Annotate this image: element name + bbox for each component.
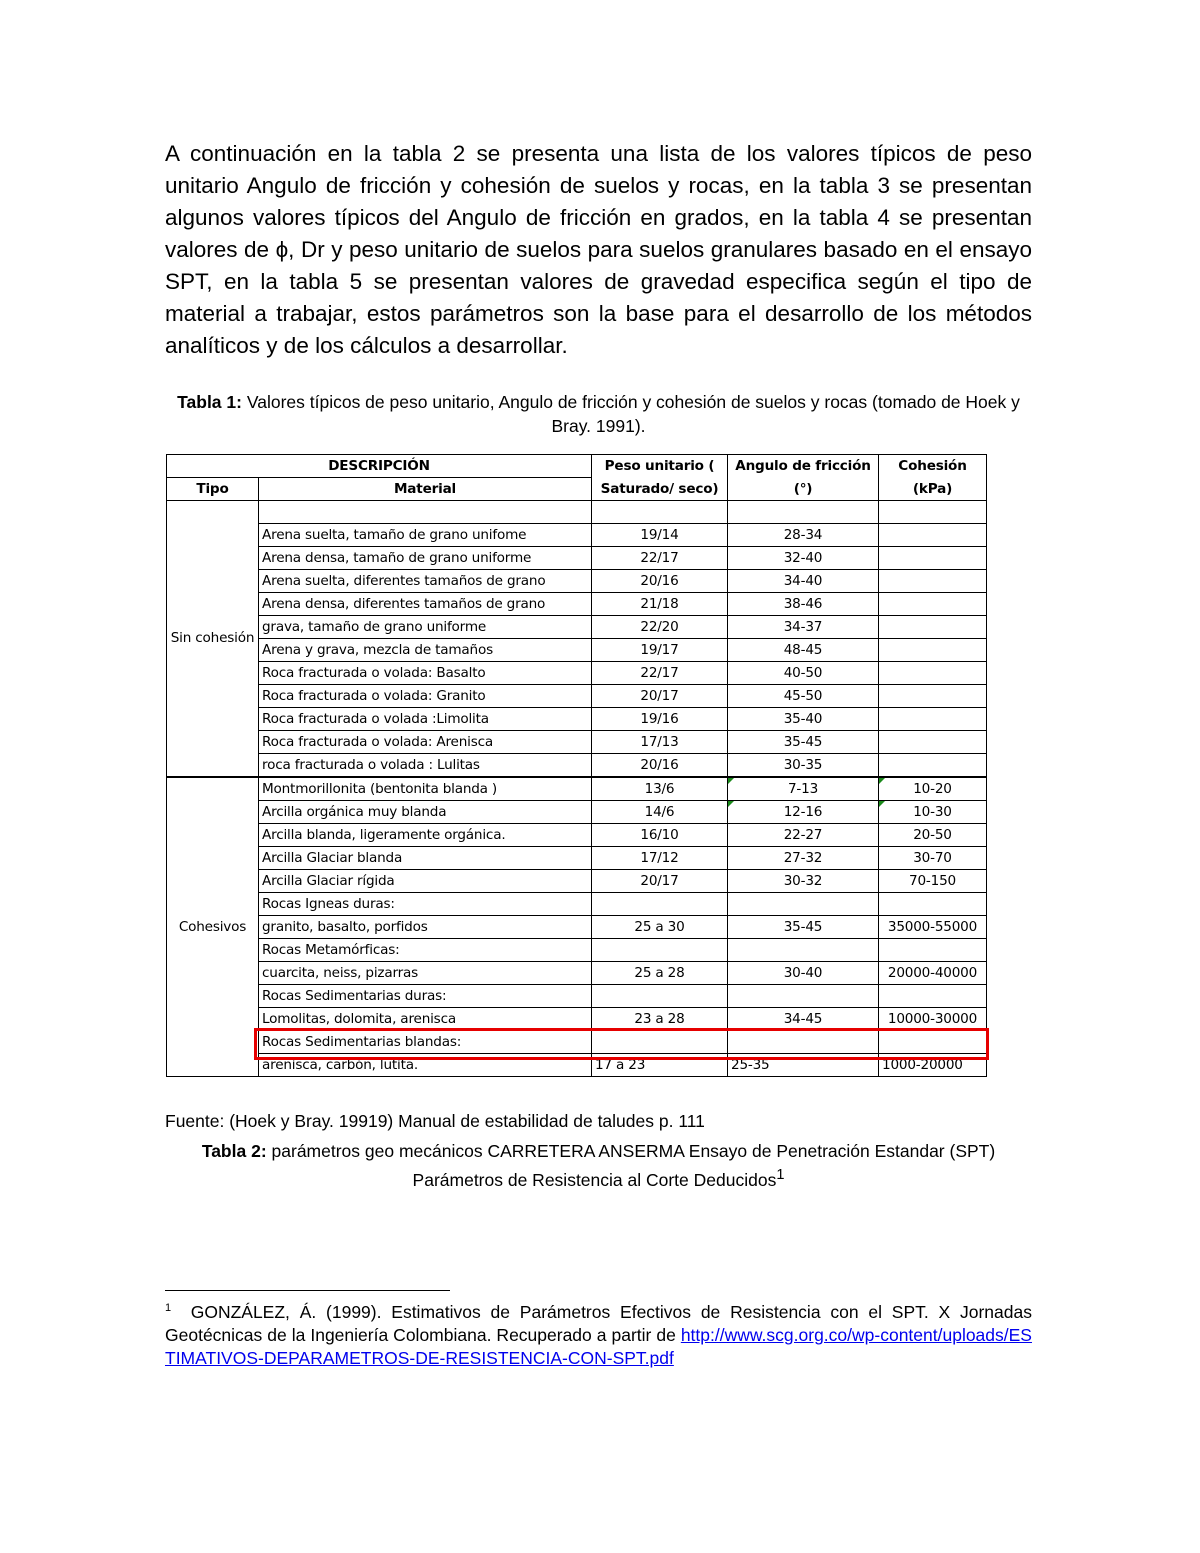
angulo-cell: 34-37 <box>728 615 879 638</box>
angulo-cell: 22-27 <box>728 823 879 846</box>
material-cell: Arena y grava, mezcla de tamaños <box>259 638 592 661</box>
peso-cell: 22/20 <box>592 615 728 638</box>
peso-cell: 16/10 <box>592 823 728 846</box>
material-cell: Arcilla Glaciar rígida <box>259 869 592 892</box>
table-row <box>167 777 987 801</box>
angulo-cell: 12-16 <box>728 800 879 823</box>
material-cell <box>259 501 592 524</box>
footnote <box>165 1297 1032 1370</box>
cohesion-cell <box>879 707 987 730</box>
header-descripcion: DESCRIPCIÓN <box>167 455 592 478</box>
peso-cell: 19/14 <box>592 523 728 546</box>
table-row <box>167 823 987 846</box>
cohesion-cell <box>879 569 987 592</box>
cohesion-cell <box>879 592 987 615</box>
material-cell: Arena densa, diferentes tamaños de grano <box>259 592 592 615</box>
cohesion-cell <box>879 638 987 661</box>
peso-cell <box>592 892 728 915</box>
table2-caption <box>165 1139 1032 1192</box>
angulo-cell: 30-40 <box>728 961 879 984</box>
table-row <box>167 869 987 892</box>
peso-cell: 19/16 <box>592 707 728 730</box>
angulo-cell <box>728 938 879 961</box>
angulo-cell: 32-40 <box>728 546 879 569</box>
cohesion-cell <box>879 730 987 753</box>
material-cell: grava, tamaño de grano uniforme <box>259 615 592 638</box>
cohesion-cell <box>879 523 987 546</box>
peso-cell: 20/16 <box>592 569 728 592</box>
angulo-cell: 30-35 <box>728 753 879 777</box>
peso-cell: 13/6 <box>592 777 728 801</box>
table-row <box>167 800 987 823</box>
material-cell: arenisca, carbón, lutita. <box>259 1053 592 1076</box>
table2-caption-label: Tabla 2: <box>201 1141 267 1161</box>
header-material: Material <box>259 478 592 501</box>
table-row <box>167 707 987 730</box>
cohesion-cell: 70-150 <box>879 869 987 892</box>
angulo-cell: 38-46 <box>728 592 879 615</box>
material-cell: Rocas Sedimentarias duras: <box>259 984 592 1007</box>
angulo-cell <box>728 984 879 1007</box>
peso-cell: 17/12 <box>592 846 728 869</box>
table-row <box>167 661 987 684</box>
peso-cell: 14/6 <box>592 800 728 823</box>
angulo-cell: 27-32 <box>728 846 879 869</box>
cohesion-cell: 10-20 <box>879 777 987 801</box>
material-cell: Arcilla blanda, ligeramente orgánica. <box>259 823 592 846</box>
table-header-row-2 <box>167 478 987 501</box>
table-header-row-1 <box>167 455 987 478</box>
material-cell: Arena densa, tamaño de grano uniforme <box>259 546 592 569</box>
table-row <box>167 546 987 569</box>
angulo-cell: 25-35 <box>728 1053 879 1076</box>
angulo-cell: 30-32 <box>728 869 879 892</box>
table-row <box>167 961 987 984</box>
table2-caption-text: parámetros geo mecánicos CARRETERA ANSERMA Ensayo de Penetración Estandar (SPT) Parámetros de Resistencia al Corte Deducidos <box>271 1141 996 1190</box>
material-cell: granito, basalto, porfidos <box>259 915 592 938</box>
material-cell: cuarcita, neiss, pizarras <box>259 961 592 984</box>
source-note: Fuente: (Hoek y Bray. 19919) Manual de estabilidad de taludes p. 111 <box>165 1111 705 1131</box>
material-cell: Roca fracturada o volada: Arenisca <box>259 730 592 753</box>
angulo-cell: 40-50 <box>728 661 879 684</box>
footnote-separator <box>165 1290 450 1291</box>
angulo-cell: 34-45 <box>728 1007 879 1030</box>
peso-cell: 20/16 <box>592 753 728 777</box>
peso-cell: 23 a 28 <box>592 1007 728 1030</box>
footnote-text: GONZÁLEZ, Á. (1999). Estimativos de Parámetros Efectivos de Resistencia con el SPT. X Jornadas Geotécnicas de la Ingeniería Colombiana. Recuperado a partir de <box>165 1301 1032 1345</box>
table-row <box>167 592 987 615</box>
material-cell: Roca fracturada o volada: Basalto <box>259 661 592 684</box>
table-row <box>167 938 987 961</box>
angulo-cell <box>728 892 879 915</box>
angulo-cell: 35-40 <box>728 707 879 730</box>
table-row <box>167 1053 987 1076</box>
table-row <box>167 638 987 661</box>
peso-cell <box>592 1030 728 1053</box>
material-cell: Roca fracturada o volada :Limolita <box>259 707 592 730</box>
cohesion-cell: 1000-20000 <box>879 1053 987 1076</box>
footnote-number: 1 <box>165 1302 172 1314</box>
cohesion-cell: 30-70 <box>879 846 987 869</box>
angulo-cell: 35-45 <box>728 915 879 938</box>
cohesion-cell <box>879 546 987 569</box>
table-row <box>167 892 987 915</box>
table-row <box>167 501 987 524</box>
intro-paragraph: A continuación en la tabla 2 se presenta una lista de los valores típicos de peso unitario Angulo de fricción y cohesión de suelos y rocas, en la tabla 3 se presentan algunos valores típicos del Angulo de fricción en grados, en la tabla 4 se presentan valores de ϕ, Dr y peso unitario de suelos para suelos granulares basado en el ensayo SPT, en la tabla 5 se presentan valores de gravedad especifica según el tipo de material a trabajar, estos parámetros son la base para el desarrollo de los métodos analíticos y de los cálculos a desarrollar. <box>165 141 1032 358</box>
material-cell: Rocas Igneas duras: <box>259 892 592 915</box>
header-peso-2: Saturado/ seco) <box>592 478 728 501</box>
footnote-ref: 1 <box>776 1167 785 1183</box>
cohesion-cell: 35000-55000 <box>879 915 987 938</box>
footnote-link[interactable]: http://www.scg.org.co/wp-content/uploads/ESTIMATIVOS-DEPARAMETROS-DE-RESISTENCIA-CON-SPT.pdf <box>165 1324 1032 1368</box>
peso-cell: 22/17 <box>592 661 728 684</box>
material-cell: Arena suelta, tamaño de grano unifome <box>259 523 592 546</box>
angulo-cell: 45-50 <box>728 684 879 707</box>
table-row <box>167 984 987 1007</box>
angulo-cell: 34-40 <box>728 569 879 592</box>
header-cohesion-2: (kPa) <box>879 478 987 501</box>
header-angulo-1: Angulo de fricción <box>728 455 879 478</box>
cohesion-cell: 20000-40000 <box>879 961 987 984</box>
table-row <box>167 1030 987 1053</box>
table-row <box>167 523 987 546</box>
angulo-cell: 7-13 <box>728 777 879 801</box>
table-row <box>167 730 987 753</box>
table1-caption-text: Valores típicos de peso unitario, Angulo de fricción y cohesión de suelos y rocas (tomado de Hoek y Bray. 1991). <box>246 392 1020 436</box>
cohesion-cell: 10-30 <box>879 800 987 823</box>
table1-caption-label: Tabla 1: <box>177 392 242 412</box>
angulo-cell <box>728 1030 879 1053</box>
material-cell: Rocas Sedimentarias blandas: <box>259 1030 592 1053</box>
tipo-cell: Cohesivos <box>167 777 259 1077</box>
header-peso-1: Peso unitario ( <box>592 455 728 478</box>
table-row <box>167 846 987 869</box>
angulo-cell <box>728 501 879 524</box>
peso-cell: 20/17 <box>592 684 728 707</box>
header-cohesion-1: Cohesión <box>879 455 987 478</box>
peso-cell: 20/17 <box>592 869 728 892</box>
angulo-cell: 48-45 <box>728 638 879 661</box>
cohesion-cell <box>879 892 987 915</box>
peso-cell: 25 a 28 <box>592 961 728 984</box>
angulo-cell: 28-34 <box>728 523 879 546</box>
table-row <box>167 684 987 707</box>
cohesion-cell: 10000-30000 <box>879 1007 987 1030</box>
cohesion-cell: 20-50 <box>879 823 987 846</box>
table-row <box>167 1007 987 1030</box>
cohesion-cell <box>879 684 987 707</box>
angulo-cell: 35-45 <box>728 730 879 753</box>
material-cell: Montmorillonita (bentonita blanda ) <box>259 777 592 801</box>
peso-cell: 22/17 <box>592 546 728 569</box>
cohesion-cell <box>879 661 987 684</box>
peso-cell <box>592 984 728 1007</box>
soil-properties-table <box>166 454 987 1077</box>
table-row <box>167 915 987 938</box>
peso-cell <box>592 501 728 524</box>
table1-caption <box>165 390 1032 438</box>
material-cell: Rocas Metamórficas: <box>259 938 592 961</box>
peso-cell: 17/13 <box>592 730 728 753</box>
table-row <box>167 753 987 777</box>
material-cell: Roca fracturada o volada: Granito <box>259 684 592 707</box>
cohesion-cell <box>879 753 987 777</box>
material-cell: Arcilla orgánica muy blanda <box>259 800 592 823</box>
material-cell: Arcilla Glaciar blanda <box>259 846 592 869</box>
cohesion-cell <box>879 615 987 638</box>
cohesion-cell <box>879 938 987 961</box>
peso-cell: 19/17 <box>592 638 728 661</box>
table-row <box>167 569 987 592</box>
material-cell: roca fracturada o volada : Lulitas <box>259 753 592 777</box>
tipo-cell: Sin cohesión <box>167 501 259 777</box>
material-cell: Lomolitas, dolomita, arenisca <box>259 1007 592 1030</box>
cohesion-cell <box>879 1030 987 1053</box>
table-row <box>167 615 987 638</box>
header-tipo: Tipo <box>167 478 259 501</box>
peso-cell <box>592 938 728 961</box>
cohesion-cell <box>879 984 987 1007</box>
peso-cell: 17 a 23 <box>592 1053 728 1076</box>
material-cell: Arena suelta, diferentes tamaños de grano <box>259 569 592 592</box>
cohesion-cell <box>879 501 987 524</box>
header-angulo-2: (°) <box>728 478 879 501</box>
peso-cell: 25 a 30 <box>592 915 728 938</box>
peso-cell: 21/18 <box>592 592 728 615</box>
